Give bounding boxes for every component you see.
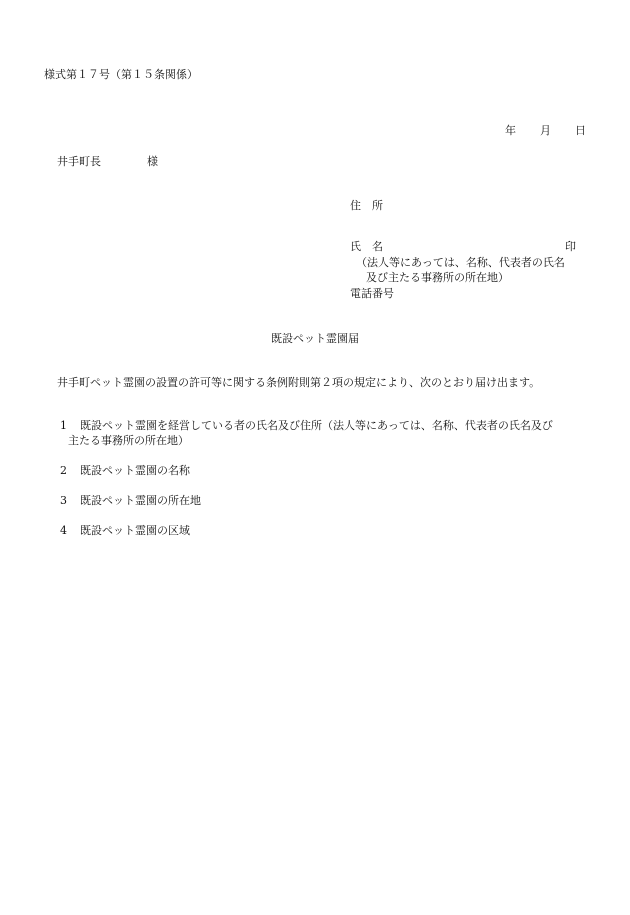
item-text: 既設ペット霊園の所在地 — [80, 494, 201, 507]
item-number: 1 — [60, 419, 67, 432]
addressee-honorific: 様 — [147, 155, 158, 168]
corporate-note-line-2: 及び主たる事務所の所在地） — [366, 271, 509, 284]
item-text-continuation: 主たる事務所の所在地） — [68, 434, 189, 447]
addressee-name: 井手町長 — [57, 155, 101, 168]
item-text: 既設ペット霊園を経営している者の氏名及び住所（法人等にあっては、名称、代表者の氏名及び — [80, 419, 553, 432]
phone-label: 電話番号 — [350, 287, 394, 300]
item-number: 3 — [60, 494, 67, 507]
item-number: 2 — [60, 464, 67, 477]
seal-mark: 印 — [565, 240, 576, 253]
address-label: 住 所 — [350, 199, 383, 212]
date-line — [505, 124, 586, 138]
form-number: 様式第１７号（第１５条関係） — [44, 68, 198, 81]
list-item — [60, 464, 190, 478]
date-year-label: 年 — [505, 124, 516, 137]
list-item — [60, 494, 201, 508]
item-text: 既設ペット霊園の名称 — [80, 464, 190, 477]
list-item — [60, 524, 190, 538]
document-title: 既設ペット霊園届 — [271, 332, 359, 345]
date-day-label: 日 — [575, 124, 586, 137]
item-number: 4 — [60, 524, 67, 537]
intro-paragraph: 井手町ペット霊園の設置の許可等に関する条例附則第２項の規定により、次のとおり届け出ます。 — [57, 376, 541, 389]
corporate-note-line-1: （法人等にあっては、名称、代表者の氏名 — [356, 256, 565, 269]
date-month-label: 月 — [540, 124, 551, 137]
item-text: 既設ペット霊園の区域 — [80, 524, 190, 537]
list-item — [60, 419, 553, 433]
name-label: 氏 名 — [350, 240, 383, 253]
addressee — [57, 155, 158, 169]
